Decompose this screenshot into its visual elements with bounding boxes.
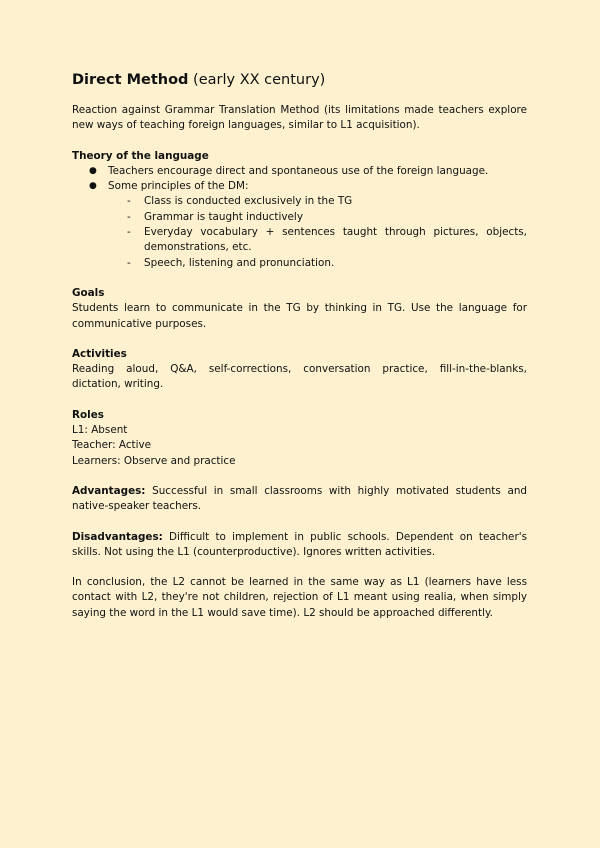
disadvantages-label: Disadvantages: bbox=[72, 530, 163, 543]
role-line-teacher: Teacher: Active bbox=[72, 439, 152, 452]
bullet-icon: ● bbox=[89, 165, 97, 176]
theory-heading: Theory of the language bbox=[72, 149, 209, 162]
theory-section bbox=[72, 149, 527, 271]
document-page bbox=[72, 70, 527, 621]
roles-heading: Roles bbox=[72, 408, 104, 421]
dash-icon: - bbox=[127, 195, 131, 208]
role-line-learners: Learners: Observe and practice bbox=[72, 454, 236, 467]
principle-text: Grammar is taught inductively bbox=[144, 210, 303, 223]
title-rest: (early XX century) bbox=[188, 72, 326, 88]
theory-bullet-text: Teachers encourage direct and spontaneous use of the foreign language. bbox=[108, 164, 489, 177]
principle-item bbox=[108, 256, 527, 271]
role-line-l1: L1: Absent bbox=[72, 424, 128, 437]
theory-bullet-item bbox=[72, 164, 527, 179]
principles-list bbox=[108, 194, 527, 270]
roles-section bbox=[72, 408, 527, 469]
principle-item bbox=[108, 210, 527, 225]
disadvantages-text: Difficult to implement in public schools. Dependent on teacher's skills. Not using the L1 (counterproductive). Ignores written activities. bbox=[72, 530, 527, 558]
principle-text: Speech, listening and pronunciation. bbox=[144, 256, 335, 269]
theory-bullet-text: Some principles of the DM: bbox=[108, 180, 249, 193]
dash-icon: - bbox=[127, 226, 131, 239]
document-title bbox=[72, 70, 527, 90]
principle-item bbox=[108, 194, 527, 209]
principle-item bbox=[108, 225, 527, 256]
intro-paragraph: Reaction against Grammar Translation Method (its limitations made teachers explore new ways of teaching foreign languages, similar to L1 acquisition). bbox=[72, 104, 527, 132]
activities-text: Reading aloud, Q&A, self-corrections, conversation practice, fill-in-the-blanks, dictation, writing. bbox=[72, 363, 527, 391]
bullet-icon: ● bbox=[89, 181, 97, 192]
principle-text: Class is conducted exclusively in the TG bbox=[144, 195, 353, 208]
activities-heading: Activities bbox=[72, 347, 127, 360]
goals-heading: Goals bbox=[72, 286, 105, 299]
goals-text: Students learn to communicate in the TG by thinking in TG. Use the language for communicative purposes. bbox=[72, 302, 527, 330]
advantages-paragraph bbox=[72, 484, 527, 515]
activities-section bbox=[72, 347, 527, 393]
principle-text: Everyday vocabulary + sentences taught through pictures, objects, demonstrations, etc. bbox=[144, 226, 527, 254]
goals-section bbox=[72, 286, 527, 332]
title-bold: Direct Method bbox=[72, 72, 189, 88]
disadvantages-paragraph bbox=[72, 530, 527, 561]
dash-icon: - bbox=[127, 256, 131, 269]
advantages-label: Advantages: bbox=[72, 484, 146, 497]
theory-bullet-item bbox=[72, 179, 527, 271]
advantages-text: Successful in small classrooms with highly motivated students and native-speaker teachers. bbox=[72, 484, 527, 513]
conclusion-paragraph: In conclusion, the L2 cannot be learned in the same way as L1 (learners have less contact with L2, they're not children, rejection of L1 meant using realia, when simply saying the word in the L1 would save time). L2 should be approached differently. bbox=[72, 576, 527, 619]
theory-bullet-list bbox=[72, 164, 527, 271]
dash-icon: - bbox=[127, 210, 131, 223]
